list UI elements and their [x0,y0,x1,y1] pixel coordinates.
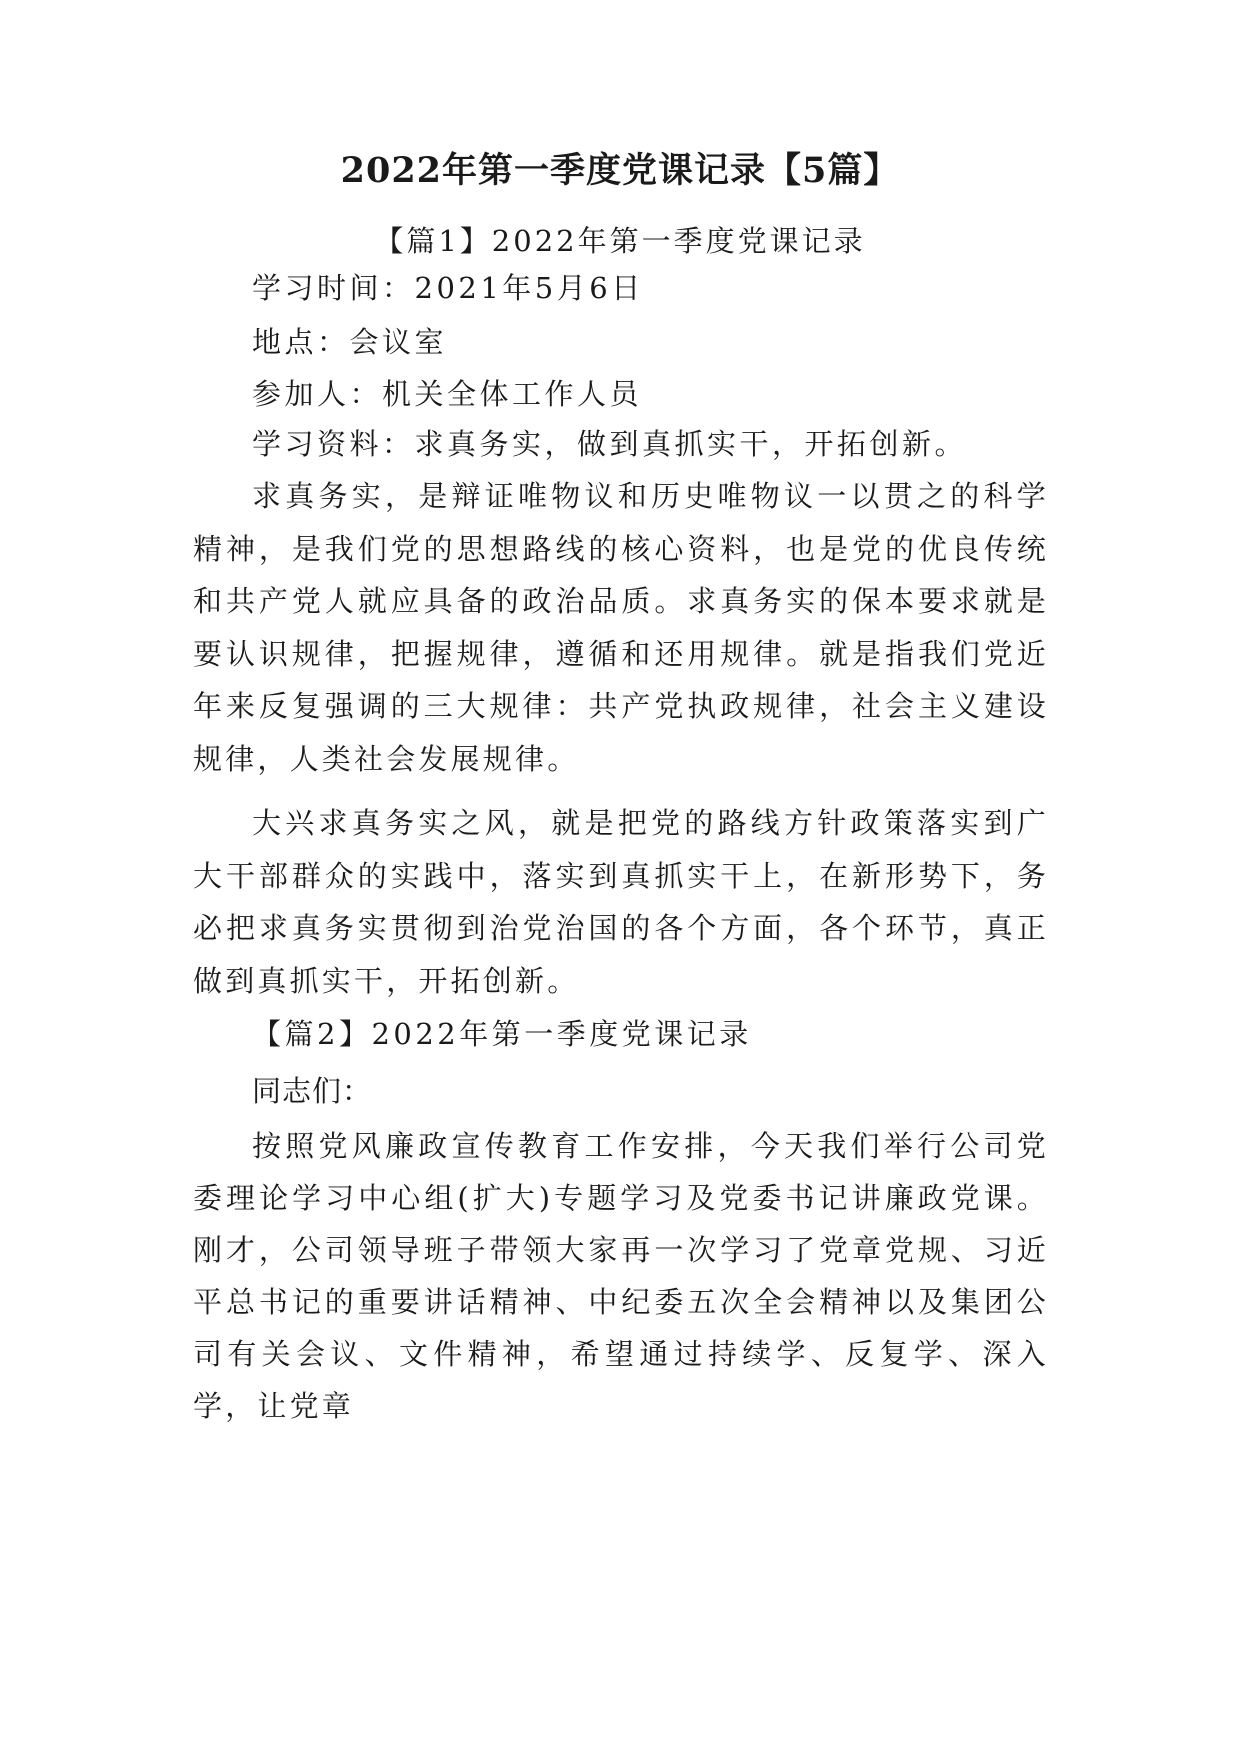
part1-paragraph-2: 大兴求真务实之风，就是把党的路线方针政策落实到广大干部群众的实践中，落实到真抓实干上，在新形势下，务必把求真务实贯彻到治党治国的各个方面，各个环节，真正做到真抓实干，开拓创新。 [193,806,1049,998]
part1-paragraph-1: 求真务实，是辩证唯物议和历史唯物议一以贯之的科学精神，是我们党的思想路线的核心资料，也是党的优良传统和共产党人就应具备的政治品质。求真务实的保本要求就是要认识规律，把握规律，遵循和还用规律。就是指我们党近年来反复强调的三大规律：共产党执政规律，社会主义建设规律，人类社会发展规律。 [193,479,1049,776]
study-time: 学习时间：2021年5月6日 [252,271,644,305]
part1-heading: 【篇1】2022年第一季度党课记录 [374,224,866,258]
location: 地点：会议室 [252,325,448,359]
document-title: 2022年第一季度党课记录【5篇】 [340,150,900,191]
attendees: 参加人：机关全体工作人员 [252,377,643,411]
salutation: 同志们： [252,1074,373,1108]
study-materials: 学习资料：求真务实，做到真抓实干，开拓创新。 [252,427,968,461]
part2-heading: 【篇2】2022年第一季度党课记录 [252,1017,752,1051]
part2-paragraph-1: 按照党风廉政宣传教育工作安排，今天我们举行公司党委理论学习中心组(扩大)专题学习及党委书记讲廉政党课。刚才，公司领导班子带领大家再一次学习了党章党规、习近平总书记的重要讲话精神、中纪委五次全会精神以及集团公司有关会议、文件精神，希望通过持续学、反复学、深入学，让党章 [193,1129,1049,1423]
